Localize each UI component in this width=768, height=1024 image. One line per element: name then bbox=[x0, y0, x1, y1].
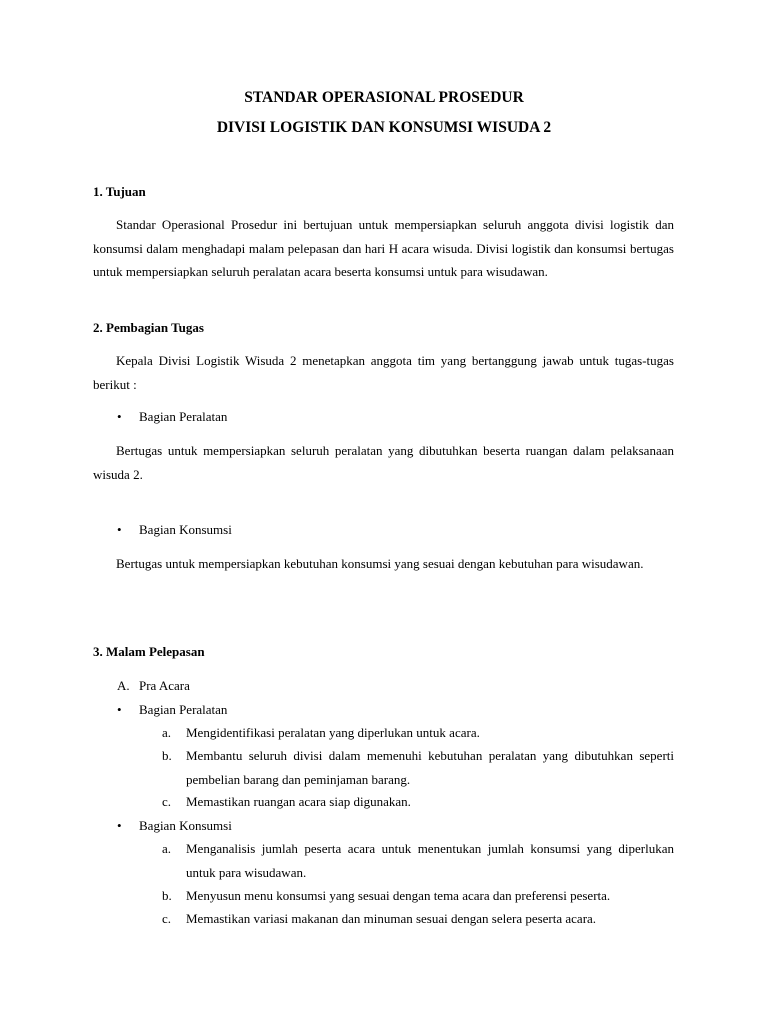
list-text: Menganalisis jumlah peserta acara untuk menentukan jumlah konsumsi yang diperlukan untuk para wisudawan. bbox=[186, 841, 674, 880]
bullet-label: Bagian Konsumsi bbox=[139, 818, 232, 833]
list-text: Mengidentifikasi peralatan yang diperlukan untuk acara. bbox=[186, 725, 480, 740]
document-title-line2: DIVISI LOGISTIK DAN KONSUMSI WISUDA 2 bbox=[216, 119, 552, 136]
peralatan-task-a bbox=[162, 721, 674, 745]
bagian-peralatan-description: Bertugas untuk mempersiapkan seluruh peralatan yang dibutuhkan beserta ruangan dalam pelaksanaan wisuda 2. bbox=[93, 443, 674, 482]
konsumsi-task-c bbox=[162, 907, 674, 931]
bullet-pra-peralatan bbox=[117, 702, 227, 718]
document-title-line1: STANDAR OPERASIONAL PROSEDUR bbox=[244, 89, 524, 106]
list-text: Menyusun menu konsumsi yang sesuai dengan tema acara dan preferensi peserta. bbox=[186, 888, 611, 903]
pra-acara-item bbox=[117, 678, 190, 694]
bullet-mark: • bbox=[117, 522, 122, 537]
bullet-label: Bagian Konsumsi bbox=[139, 522, 232, 537]
list-label: Pra Acara bbox=[139, 678, 190, 693]
list-marker: c. bbox=[162, 794, 172, 809]
bullet-mark: • bbox=[117, 702, 122, 717]
section-1-paragraph: Standar Operasional Prosedur ini bertujuan untuk mempersiapkan seluruh anggota divisi logistik dan konsumsi dalam menghadapi malam pelepasan dan hari H acara wisuda. Divisi logistik dan konsumsi bertugas untuk mempersiapkan seluruh peralatan acara beserta konsumsi untuk para wisudawan. bbox=[93, 217, 674, 279]
bullet-bagian-peralatan bbox=[117, 409, 227, 425]
peralatan-task-c bbox=[162, 790, 674, 814]
list-text: Membantu seluruh divisi dalam memenuhi kebutuhan peralatan yang dibutuhkan seperti pembelian barang dan peminjaman barang. bbox=[186, 748, 674, 787]
bullet-pra-konsumsi bbox=[117, 818, 232, 834]
konsumsi-task-b bbox=[162, 884, 674, 908]
bagian-konsumsi-description: Bertugas untuk mempersiapkan kebutuhan konsumsi yang sesuai dengan kebutuhan para wisudawan. bbox=[116, 556, 644, 571]
peralatan-task-b bbox=[162, 744, 674, 791]
section-2-intro: Kepala Divisi Logistik Wisuda 2 menetapkan anggota tim yang bertanggung jawab untuk tugas-tugas berikut : bbox=[93, 353, 674, 392]
section-3-heading: 3. Malam Pelepasan bbox=[93, 644, 205, 659]
section-2-heading: 2. Pembagian Tugas bbox=[93, 320, 204, 335]
list-marker: A. bbox=[117, 678, 130, 693]
konsumsi-task-a bbox=[162, 837, 674, 884]
list-marker: b. bbox=[162, 888, 172, 903]
section-1-heading: 1. Tujuan bbox=[93, 184, 146, 199]
bullet-mark: • bbox=[117, 409, 122, 424]
list-marker: b. bbox=[162, 748, 172, 763]
list-text: Memastikan ruangan acara siap digunakan. bbox=[186, 794, 411, 809]
list-marker: c. bbox=[162, 911, 172, 926]
bullet-bagian-konsumsi bbox=[117, 522, 232, 538]
list-marker: a. bbox=[162, 725, 172, 740]
list-marker: a. bbox=[162, 841, 172, 856]
bullet-label: Bagian Peralatan bbox=[139, 409, 228, 424]
bullet-label: Bagian Peralatan bbox=[139, 702, 228, 717]
bullet-mark: • bbox=[117, 818, 122, 833]
list-text: Memastikan variasi makanan dan minuman sesuai dengan selera peserta acara. bbox=[186, 911, 597, 926]
